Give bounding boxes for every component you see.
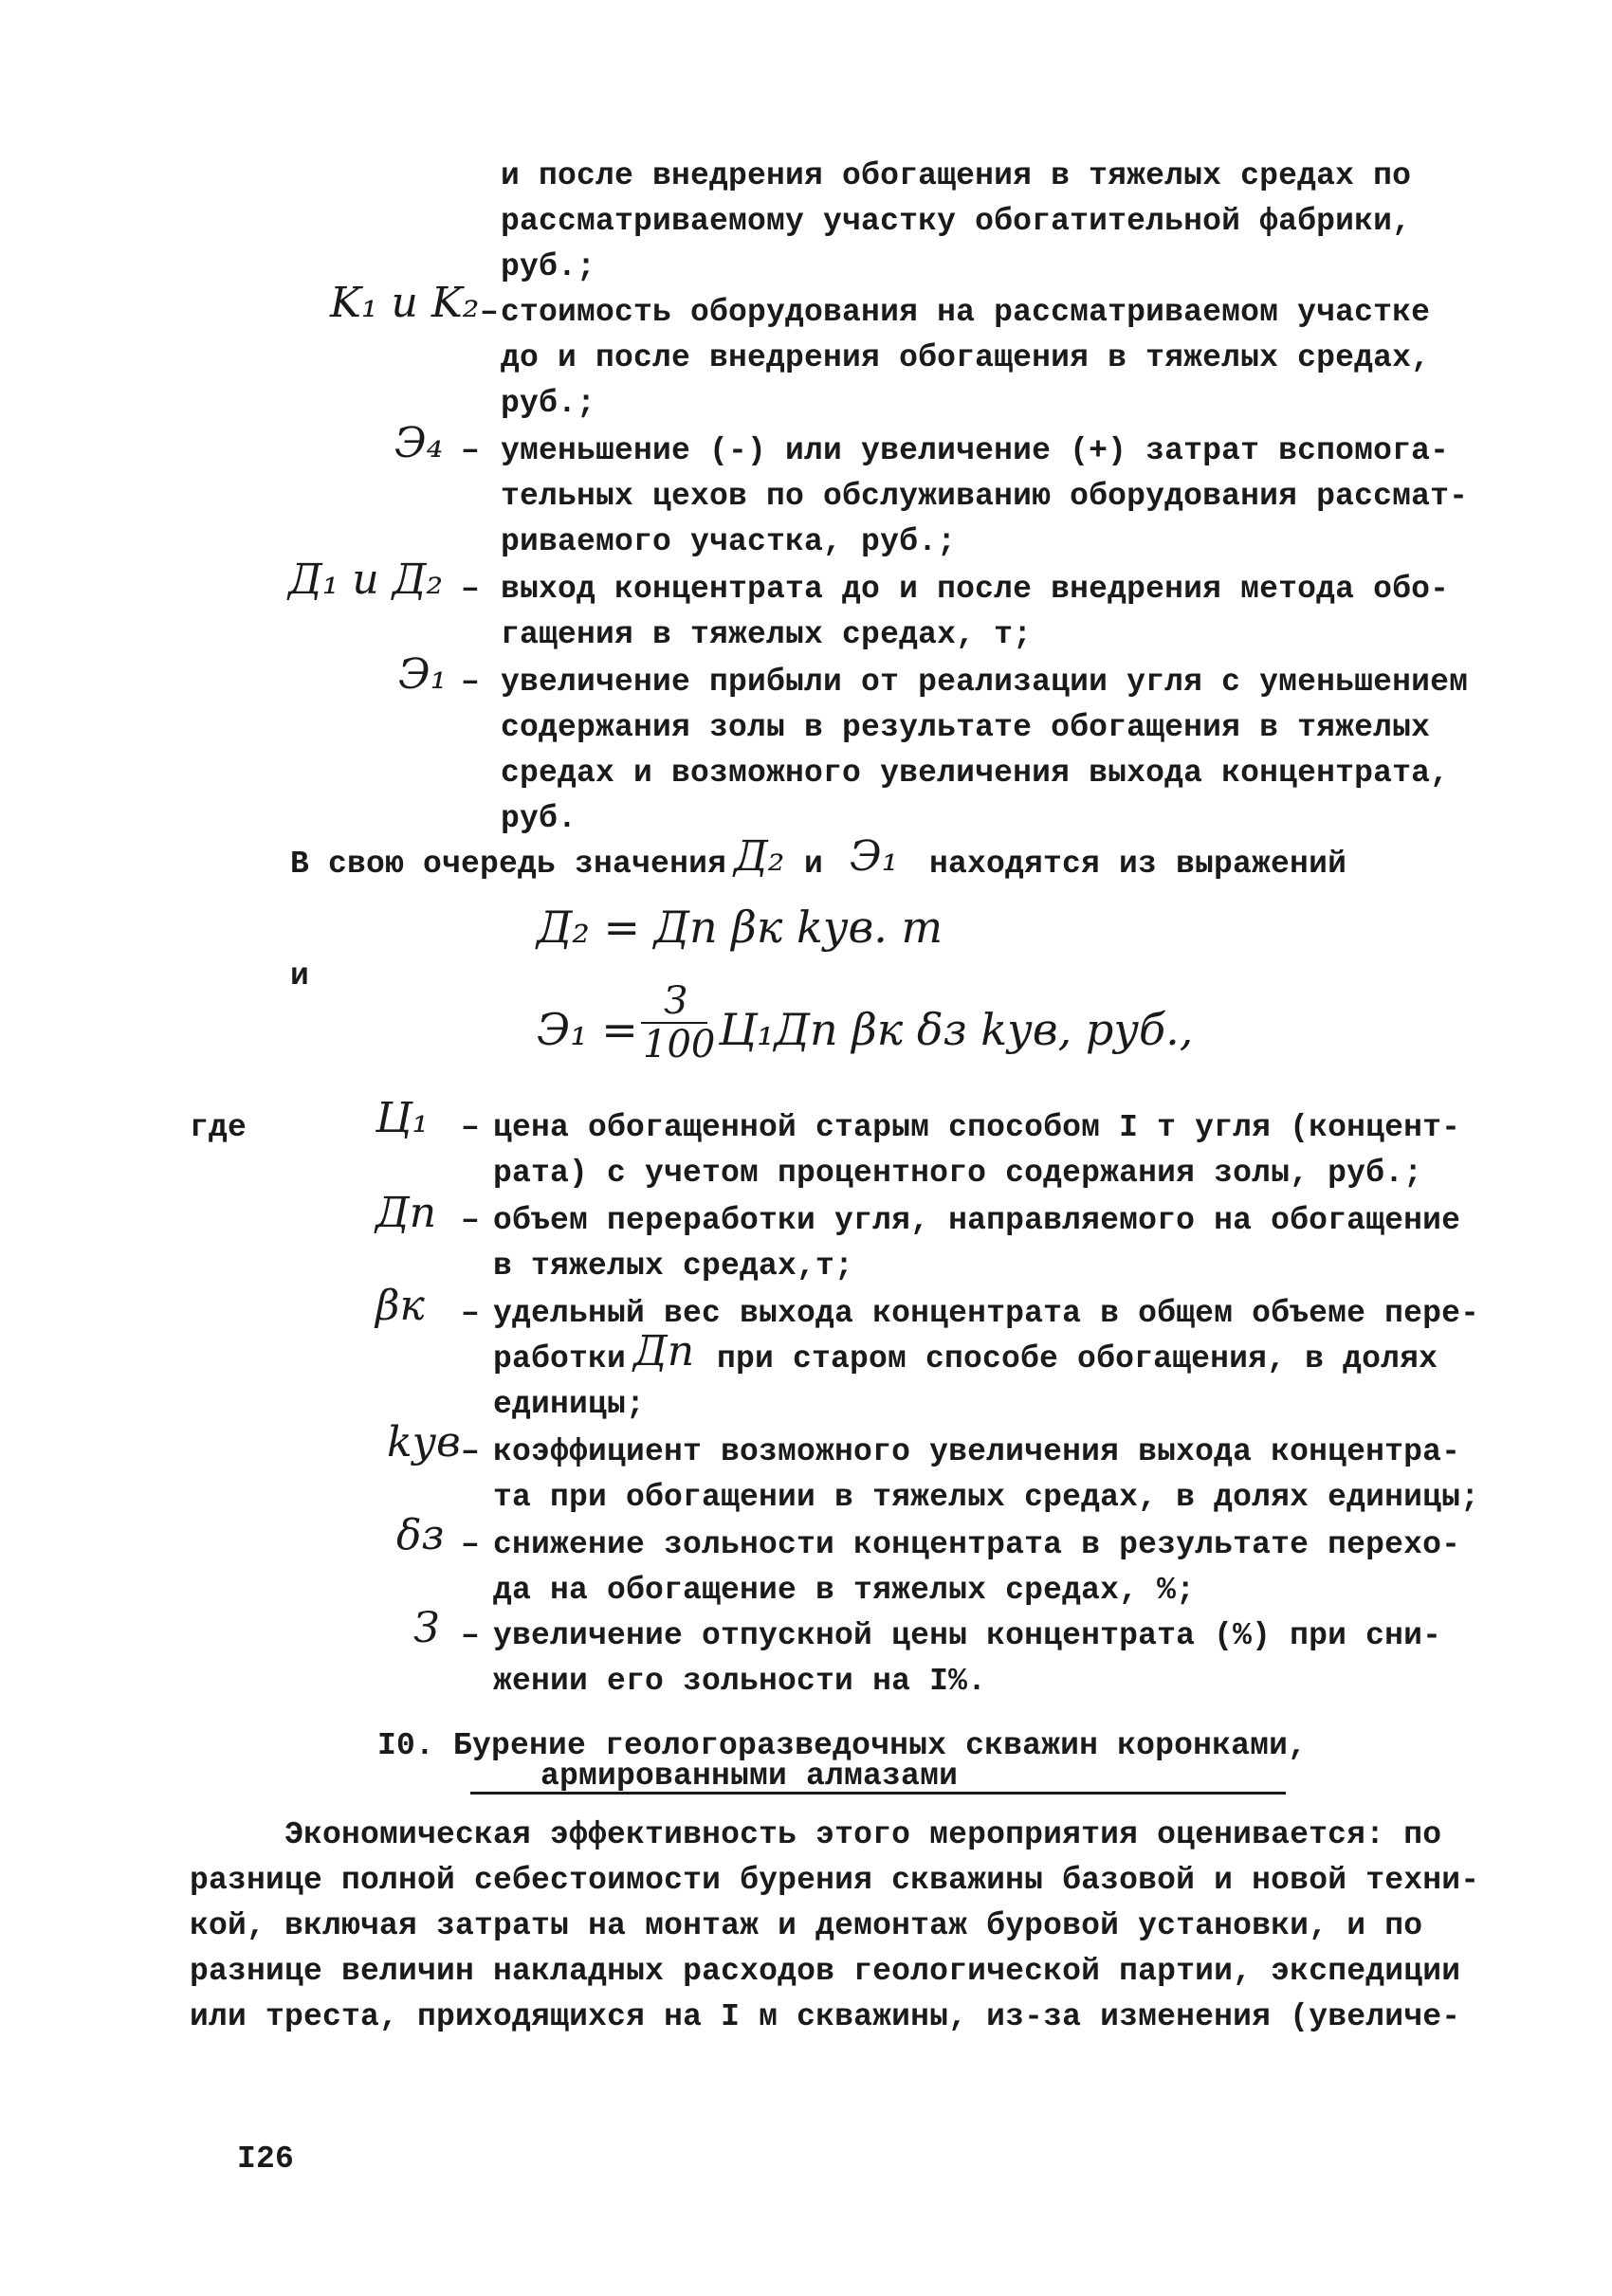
text-line: В свою очередь значения xyxy=(290,847,727,882)
text-line: удельный вес выхода концентрата в общем объеме пере- xyxy=(493,1296,1480,1331)
text-line: и после внедрения обогащения в тяжелых средах по xyxy=(501,158,1412,193)
formula-e1-right: Ц₁Дп βк δз kув, руб., xyxy=(719,1004,1194,1055)
definition-dash: – xyxy=(461,1618,481,1653)
text-line: рата) с учетом процентного содержания золы, руб.; xyxy=(493,1156,1423,1191)
paragraph-line: разнице полной себестоимости бурения скважины базовой и новой техни- xyxy=(190,1863,1480,1898)
text-line: руб. xyxy=(501,801,577,836)
definition-dash: – xyxy=(461,1527,481,1562)
text-line: уменьшение (-) или увеличение (+) затрат вспомога- xyxy=(501,433,1450,468)
symbol-dp: Дп xyxy=(376,1189,437,1237)
text-line: гащения в тяжелых средах, т; xyxy=(501,617,1033,652)
text-line: рассматриваемому участку обогатительной фабрики, xyxy=(501,204,1412,239)
text-line: цена обогащенной старым способом I т угля (концент- xyxy=(493,1110,1461,1145)
definition-dash: – xyxy=(461,1434,481,1469)
symbol-bk: βк xyxy=(376,1282,425,1330)
definition-dash: – xyxy=(461,433,481,468)
text-line: и xyxy=(804,847,824,882)
definition-dash: – xyxy=(461,1110,481,1145)
text-line: выход концентрата до и после внедрения метода обо- xyxy=(501,572,1450,607)
symbol-c1: Ц₁ xyxy=(376,1094,430,1142)
text-line: единицы; xyxy=(493,1387,646,1422)
symbol-e1: Э₁ xyxy=(398,650,448,699)
section-heading: I0. Бурение геологоразведочных скважин коронками, xyxy=(377,1728,1308,1763)
text-line: увеличение отпускной цены концентрата (%) при сни- xyxy=(493,1618,1442,1653)
paragraph-line: разнице величин накладных расходов геологической партии, экспедиции xyxy=(190,1954,1461,1989)
text-line: при старом способе обогащения, в долях xyxy=(717,1341,1438,1376)
text-line: средах и возможного увеличения выхода концентрата, xyxy=(501,756,1450,791)
symbol-z3: З xyxy=(413,1604,440,1652)
symbol-e1-inline: Э₁ xyxy=(850,832,899,881)
paragraph-line: кой, включая затраты на монтаж и демонтаж буровой установки, и по xyxy=(190,1908,1423,1943)
definition-dash: – xyxy=(461,1203,481,1238)
paragraph-line: Экономическая эффективность этого мероприятия оценивается: по xyxy=(284,1817,1442,1852)
text-line: содержания золы в результате обогащения в тяжелых xyxy=(501,710,1431,745)
symbol-d2-inline: Д₂ xyxy=(734,832,785,881)
text-line: объем переработки угля, направляемого на обогащение xyxy=(493,1203,1461,1238)
symbol-d3: δз xyxy=(396,1511,445,1559)
text-line: да на обогащение в тяжелых средах, %; xyxy=(493,1573,1196,1608)
formula-e1-denominator: 100 xyxy=(643,1023,716,1066)
text-line: коэффициент возможного увеличения выхода концентра- xyxy=(493,1434,1461,1469)
section-heading-line2: армированными алмазами xyxy=(540,1758,959,1794)
definition-dash: – xyxy=(480,295,500,330)
definition-dash: – xyxy=(461,572,481,607)
text-line: тельных цехов по обслуживанию оборудования рассмат- xyxy=(501,479,1469,514)
definition-dash: – xyxy=(461,665,481,700)
symbol-kuv: kув xyxy=(387,1418,461,1467)
text-line: руб.; xyxy=(501,386,596,421)
text-line: снижение зольности концентрата в результате перехо- xyxy=(493,1527,1461,1562)
symbol-dp-inline: Дп xyxy=(633,1327,695,1376)
text-line: стоимость оборудования на рассматриваемом участке xyxy=(501,295,1431,330)
text-line: находятся из выражений xyxy=(929,847,1347,882)
text-line: та при обогащении в тяжелых средах, в долях единицы; xyxy=(493,1480,1480,1515)
text-line: и xyxy=(290,958,310,993)
symbol-d1-d2: Д₁ и Д₂ xyxy=(288,556,444,604)
text-line: до и после внедрения обогащения в тяжелых средах, xyxy=(501,340,1431,375)
paragraph-line: или треста, приходящихся на I м скважины, из-за изменения (увеличе- xyxy=(190,1999,1461,2034)
text-line: где xyxy=(190,1110,247,1145)
text-line: жении его зольности на I%. xyxy=(493,1664,987,1699)
text-line: работки xyxy=(493,1341,627,1376)
heading-underline xyxy=(470,1792,1286,1795)
page-number: I26 xyxy=(237,2141,295,2177)
formula-e1-numerator: З xyxy=(664,979,687,1023)
symbol-k1-k2: K₁ и K₂ xyxy=(330,279,480,327)
text-line: увеличение прибыли от реализации угля с уменьшением xyxy=(501,665,1469,700)
text-line: риваемого участка, руб.; xyxy=(501,524,957,559)
symbol-e4: Э₄ xyxy=(394,419,444,467)
text-line: в тяжелых средах,т; xyxy=(493,1248,854,1284)
text-line: руб.; xyxy=(501,249,596,284)
formula-e1-left: Э₁ = xyxy=(537,1004,638,1055)
formula-d2: Д₂ = Дп βк kув. т xyxy=(537,902,943,953)
definition-dash: – xyxy=(461,1296,481,1331)
